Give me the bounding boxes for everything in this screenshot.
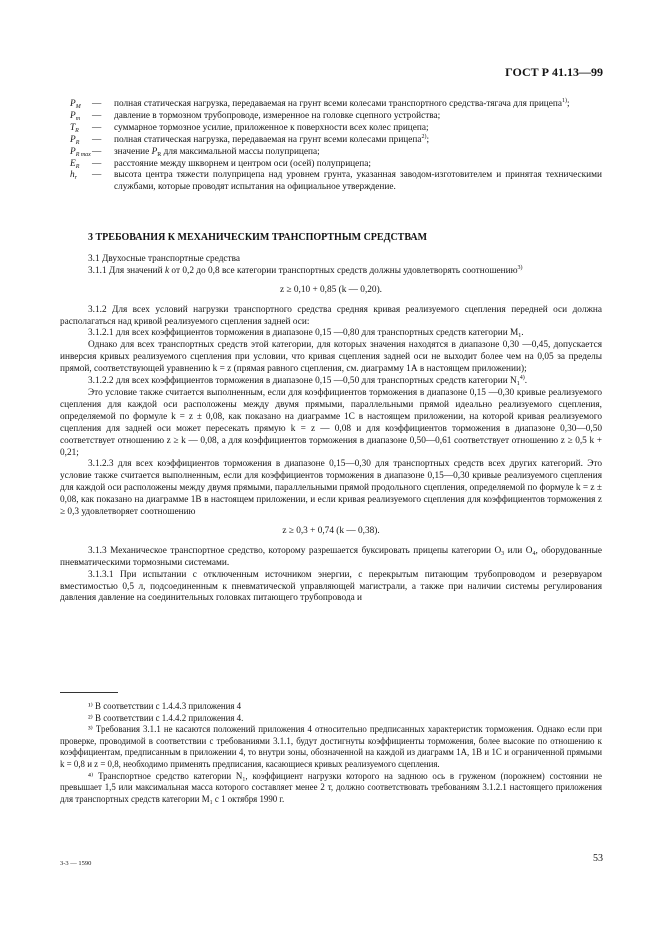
footnote-2: ²⁾ В соответствии с 1.4.4.2 приложения 4. bbox=[88, 712, 244, 723]
paragraph-3-1-2-3: 3.1.2.3 для всех коэффициентов торможения в диапазоне 0,15—0,30 для транспортных средств всех других категорий. Это условие также считается выполненным, если для коэффициентов торможения в диапазоне 0,15—0,30 кривые реализуемого сцепления для каждой оси расположены между двумя прямыми, параллельными прямой продольного сцепления, определяемой по формуле k = z ± 0,08, как показано на диаграмме 1В в настоящем приложении, и если кривая реализуемого сцепления для коэффициентов торможения z ≥ 0,3 удовлетворяет соотношению bbox=[60, 459, 602, 518]
def-symbol: $E_R$ bbox=[70, 158, 80, 170]
paragraph-3-1-2-1: 3.1.2.1 для всех коэффициентов торможения в диапазоне 0,15 —0,80 для транспортных средств категории $M_1$. bbox=[88, 328, 524, 340]
paragraph-odnako: Однако для всех транспортных средств этой категории, для которых значения находятся в диапазоне 0,30 —0,45, допускается инверсия кривых реализуемого сцепления при условии, что кривая сцепления задней оси не выходит более чем на 0,05 за пределы прямой, соответствующей уравнению k = z (прямая равного сцепления, см. диаграмму 1А в настоящем приложении); bbox=[60, 340, 602, 375]
def-row: $E_R$ — расстояние между шкворнем и центром оси (осей) полуприцепа; bbox=[70, 158, 371, 170]
def-text: давление в тормозном трубопроводе, измеренное на головке сцепного устройства; bbox=[114, 110, 441, 121]
def-text: высота центра тяжести полуприцепа над уровнем грунта, указанная заводом-изготовителем и принятая техническими службами, которые проводят испытания на официальное утверждение. bbox=[114, 170, 602, 193]
paragraph-3-1-2: 3.1.2 Для всех условий нагрузки транспортного средства средняя кривая реализуемого сцепления передней оси должна располагаться над кривой реализуемого сцепления задней оси: bbox=[60, 304, 602, 327]
paragraph-3-1-3: 3.1.3 Механическое транспортное средство, которому разрешается буксировать прицепы категории $O_3$ или $O_4$, оборудованные пневматическими тормозными системами. bbox=[60, 545, 603, 568]
symbol-definitions bbox=[60, 99, 602, 194]
def-symbol: $P_M$ bbox=[70, 99, 81, 110]
def-symbol: $P_{R max}$ bbox=[70, 146, 91, 158]
section-heading: 3 ТРЕБОВАНИЯ К МЕХАНИЧЕСКИМ ТРАНСПОРТНЫМ СРЕДСТВАМ bbox=[88, 232, 428, 243]
def-symbol: $P_R$ bbox=[70, 134, 80, 146]
formula-1: z ≥ 0,10 + 0,85 (k — 0,20). bbox=[279, 284, 382, 295]
def-text: полная статическая нагрузка, передаваемая на грунт всеми колесами прицепа bbox=[114, 134, 422, 145]
def-row: $P_{R max}$ — значение $P_R$ для максимальной массы полуприцепа; bbox=[70, 146, 320, 158]
def-symbol: $h_r$ bbox=[70, 170, 77, 182]
paragraph-3-1-1: 3.1.1 Для значений k от 0,2 до 0,8 все категории транспортных средств должны удовлетворять соотношению$^{3)}$ bbox=[88, 264, 523, 276]
def-row: $P_m$ — давление в тормозном трубопроводе, измеренное на головке сцепного устройства; bbox=[70, 110, 441, 122]
footnote-divider bbox=[60, 692, 118, 693]
def-text: суммарное тормозное усилие, приложенное к поверхности всех колес прицепа; bbox=[114, 122, 429, 133]
def-row: $P_R$ — полная статическая нагрузка, передаваемая на грунт всеми колесами прицепа$^{2)}$; bbox=[70, 133, 430, 146]
print-code: 3-3 — 1590 bbox=[60, 860, 92, 867]
paragraph-3-1-3-1: 3.1.3.1 При испытании с отключенным источником энергии, с перекрытым питающим трубопроводом и резервуаром вместимостью 0,5 л, подсоединенным к пневматической управляющей магистрали, а также при наличии системы регулирования давления давление на соединительных головках питающего трубопровода и bbox=[60, 569, 602, 604]
def-text: расстояние между шкворнем и центром оси (осей) полуприцепа; bbox=[114, 158, 371, 169]
paragraph-eto: Это условие также считается выполненным, если для коэффициентов торможения в диапазоне 0,15 —0,30 кривые реализуемого сцепления для каждой оси расположены между двумя прямыми, параллельными прямой идеально реализуемого сцепления, определяемой по формуле k = z ± 0,08, как показано на диаграмме 1С в настоящем приложении, на которой кривая реализуемого сцепления для задней оси может пересекать прямую k = z — 0,08 и для коэффициентов торможения в диапазоне 0,30—0,50 соответствует отношению z ≥ k — 0,08, а для коэффициентов торможения в диапазоне 0,50—0,61 соответствует отношению z ≥ 0,5 k + 0,21; bbox=[60, 387, 602, 458]
def-symbol: $P_m$ bbox=[70, 110, 81, 122]
footnote-4: ⁴⁾ Транспортное средство категории N₁, коэффициент нагрузки которого на заднюю ось в груженом (порожнем) состоянии не превышает 1,5 или максимальная масса которого составляет менее 2 т, должно соответствовать требованиям 3.1.2.1 настоящего приложения для транспортных средств категории M₁ с 1 октября 1990 г. bbox=[60, 770, 602, 804]
footnotes bbox=[60, 701, 602, 805]
doc-header: ГОСТ Р 41.13—99 bbox=[505, 65, 603, 79]
def-text: полная статическая нагрузка, передаваемая на грунт всеми колесами транспортного средства-тягача для прицепа bbox=[114, 99, 563, 109]
paragraph-3-1-2-2: 3.1.2.2 для всех коэффициентов торможения в диапазоне 0,15 —0,50 для транспортных средств категории $N_1^{4)}$. bbox=[88, 375, 528, 388]
def-row: $h_r$ — высота центра тяжести полуприцепа над уровнем грунта, указанная заводом-изготовителем и принятая техническими службами, которые проводят испытания на официальное утверждение. bbox=[70, 170, 602, 193]
paragraph-3-1: 3.1 Двухосные транспортные средства bbox=[88, 253, 241, 264]
def-row: $P_M$ — полная статическая нагрузка, передаваемая на грунт всеми колесами транспортного средства-тягача для прицепа$^{1)}$; bbox=[70, 98, 570, 110]
def-row: $T_R$ — суммарное тормозное усилие, приложенное к поверхности всех колес прицепа; bbox=[70, 122, 429, 134]
section-3 bbox=[60, 232, 602, 605]
page-number: 53 bbox=[593, 853, 603, 864]
def-symbol: $T_R$ bbox=[70, 122, 79, 134]
def-text: значение $P_R$ для максимальной массы полуприцепа; bbox=[114, 146, 320, 158]
footnote-1: ¹⁾ В соответствии с 1.4.4.3 приложения 4 bbox=[88, 701, 242, 711]
formula-2: z ≥ 0,3 + 0,74 (k — 0,38). bbox=[282, 525, 380, 536]
footnote-3: ³⁾ Требования 3.1.1 не касаются положений приложения 4 относительно предписанных характеристик торможения. Однако если при проверке, проводимой в соответствии с требованиями 3.1.1, будут достигнуты коэффициенты торможения, более высокие по отношению к коэффициентам, предписанным в приложении 4, то внутри зоны, обозначенной на каждой из диаграмм 1А, 1В и 1С и ограниченной прямыми k = 0,8 и z = 0,8, необходимо применять предписания, касающиеся кривых реализуемого сцепления. bbox=[60, 724, 602, 769]
